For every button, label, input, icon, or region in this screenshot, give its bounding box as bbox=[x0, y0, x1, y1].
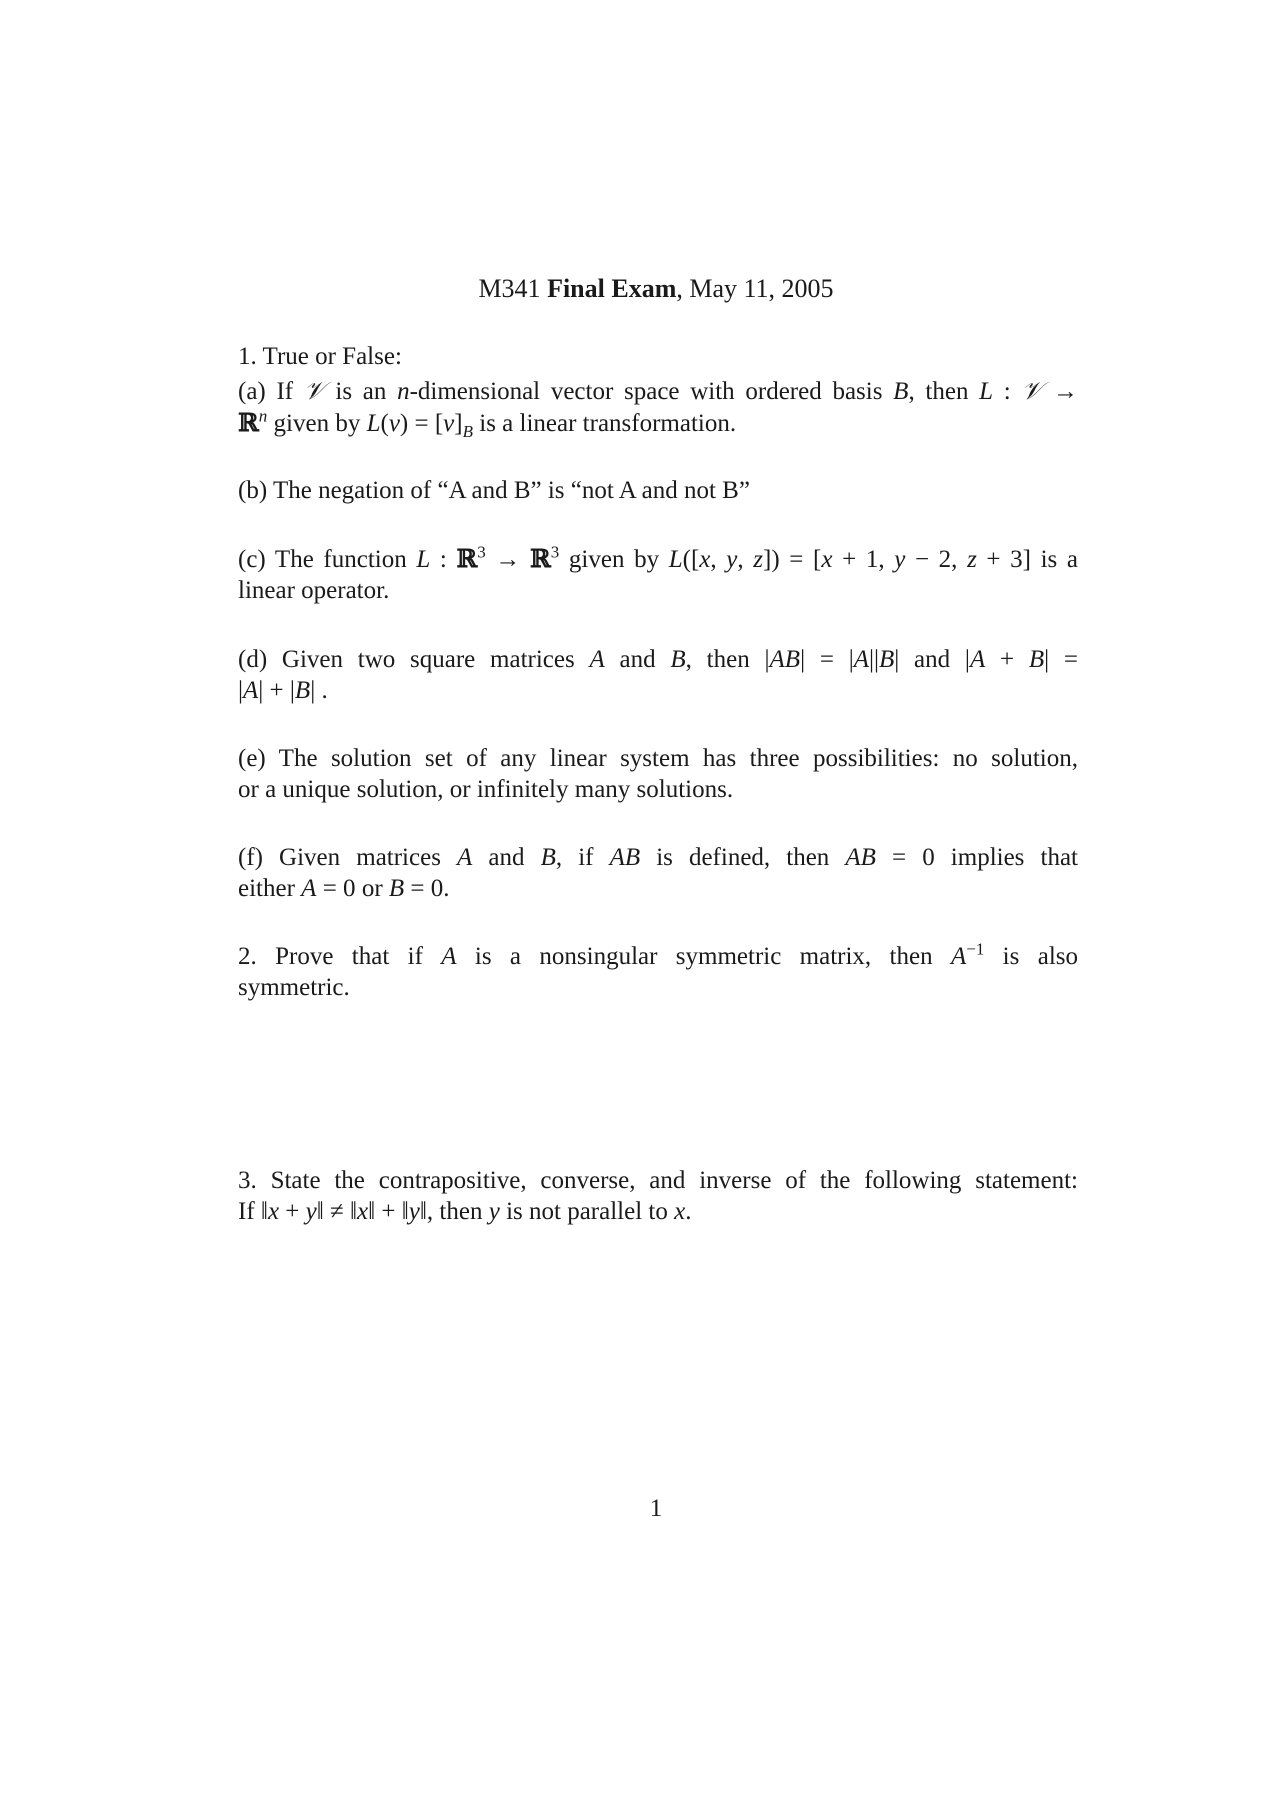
question-3: 3. State the contrapositive, converse, and inverse of the following statement: If ‖x + y‖ ≠ ‖x‖ + ‖y‖, then y is not parallel to x. bbox=[238, 1167, 1078, 1225]
question-1d: (d) Given two square matrices A and B, then |AB| = |A||B| and |A + B| = |A| + |B| . bbox=[238, 646, 1078, 704]
question-1b: (b) The negation of “A and B” is “not A and not B” bbox=[238, 477, 750, 504]
page-number: 1 bbox=[649, 1495, 663, 1522]
question-1-label: 1. True or False: bbox=[238, 343, 402, 370]
question-1e: (e) The solution set of any linear system has three possibilities: no solution, or a unique solution, or infinitely many solutions. bbox=[238, 745, 1078, 803]
exam-name: Final Exam bbox=[547, 274, 677, 303]
question-1c: (c) The function L : ℝ$^3$ → ℝ$^3$ given by L([x, y, z]) = [x + 1, y − 2, z + 3] is a linear operator. bbox=[238, 542, 1079, 604]
exam-title bbox=[0, 273, 1280, 304]
question-2: 2. Prove that if A is a nonsingular symmetric matrix, then $A^{-1}$ is also symmetric. bbox=[238, 939, 1078, 1001]
question-1a: (a) If 𝒱 is an n-dimensional vector space with ordered basis B, then L : 𝒱 → ℝ$^n$ given by $L(v) = [v]_B$ is a linear transformation. bbox=[238, 376, 1078, 441]
question-1f: (f) Given matrices A and B, if AB is defined, then AB = 0 implies that either A = 0 or B = 0. bbox=[238, 844, 1078, 902]
course-code: M341 bbox=[478, 274, 541, 303]
exam-date: , May 11, 2005 bbox=[676, 274, 834, 303]
